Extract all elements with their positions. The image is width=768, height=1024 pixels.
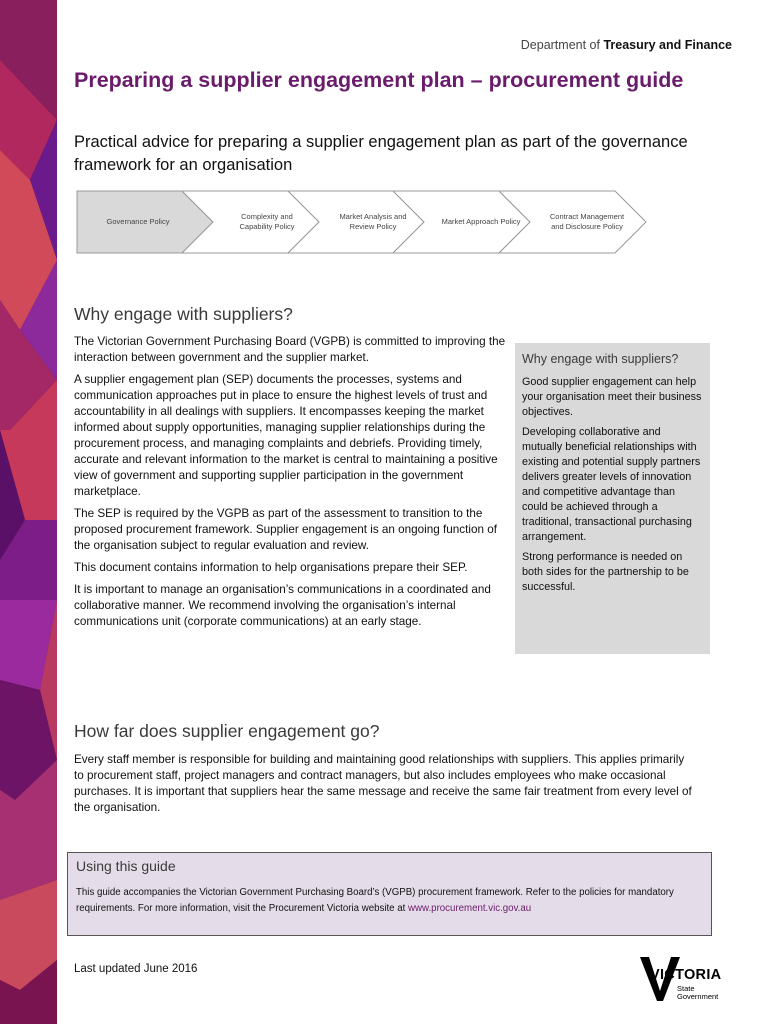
process-step-governance: Governance Policy <box>106 217 170 226</box>
paragraph: The Victorian Government Purchasing Board (VGPB) is committed to improving the interaction between government and the supplier market. <box>74 335 506 364</box>
section-body-why-engage <box>74 334 506 636</box>
page-title: Preparing a supplier engagement plan – procurement guide <box>74 68 684 92</box>
department-prefix: Department of <box>520 38 600 52</box>
section-heading-why-engage: Why engage with suppliers? <box>74 304 293 324</box>
victoria-state-government-logo <box>640 955 732 1003</box>
guide-box-body: This guide accompanies the Victorian Government Purchasing Board’s (VGPB) procurement framework. Refer to the policies for mandatory requirements. For more information, visit the Procurement Victoria website at <box>76 887 674 914</box>
guide-box-text <box>76 885 703 917</box>
sidebar-paragraph: Good supplier engagement can help your organisation meet their business objectives. <box>522 376 702 418</box>
using-this-guide-box <box>67 852 712 936</box>
last-updated-text: Last updated June 2016 <box>74 963 198 975</box>
page-subtitle: Practical advice for preparing a supplier engagement plan as part of the governance framework for an organisation <box>74 133 688 174</box>
policy-process-flow <box>76 190 656 254</box>
process-step-market-approach: Market Approach Policy <box>441 217 521 226</box>
paragraph: The SEP is required by the VGPB as part of the assessment to transition to the proposed procurement framework. Supplier engagement is an ongoing function of the organisation subject to regular evaluation and review. <box>74 507 497 552</box>
process-step-contract: Contract Management and Disclosure Policy <box>549 212 625 231</box>
department-header <box>521 38 732 52</box>
sidebar-paragraph: Developing collaborative and mutually beneficial relationships with existing and potential supply partners delivers greater levels of innovation and competitive advantage than could be achieved through a traditional, transactional purchasing arrangement. <box>522 426 701 543</box>
decorative-side-band <box>0 0 57 1024</box>
paragraph: This document contains information to help organisations prepare their SEP. <box>74 561 468 574</box>
paragraph: It is important to manage an organisation’s communications in a coordinated and collaborative manner. We recommend involving the organisation’s internal communications unit (corporate communications) at an early stage. <box>74 583 491 628</box>
procurement-website-link[interactable]: www.procurement.vic.gov.au <box>408 903 532 914</box>
logo-sub-government: Government <box>677 992 719 1001</box>
department-name: Treasury and Finance <box>603 38 732 52</box>
sidebar-why-engage <box>515 343 710 654</box>
section-body-how-far: Every staff member is responsible for building and maintaining good relationships with suppliers. This applies primarily to procurement staff, project managers and contract managers, but also includes employees who make occasional purchases. It is important that suppliers hear the same message and receive the same fair treatment from every level of the organisation. <box>74 753 692 814</box>
logo-sub-state: State <box>677 984 695 993</box>
sidebar-paragraph: Strong performance is needed on both sides for the partnership to be successful. <box>522 551 689 593</box>
process-step-complexity: Complexity and Capability Policy <box>239 212 295 231</box>
guide-box-heading: Using this guide <box>76 858 176 874</box>
logo-word: VICTORIA <box>650 967 722 983</box>
section-heading-how-far: How far does supplier engagement go? <box>74 721 380 741</box>
sidebar-heading: Why engage with suppliers? <box>522 352 679 366</box>
paragraph: A supplier engagement plan (SEP) documents the processes, systems and communication approaches put in place to ensure the highest levels of trust and accountability in all dealings with suppliers. It encompasses keeping the market informed about supply opportunities, managing supplier relationships during the procurement process, and managing complaints and debriefs. Providing timely, accurate and relevant information to the market is central to maintaining a positive view of government and supporting supplier participation in the government marketplace. <box>74 373 498 498</box>
process-step-market-analysis: Market Analysis and Review Policy <box>339 212 407 231</box>
